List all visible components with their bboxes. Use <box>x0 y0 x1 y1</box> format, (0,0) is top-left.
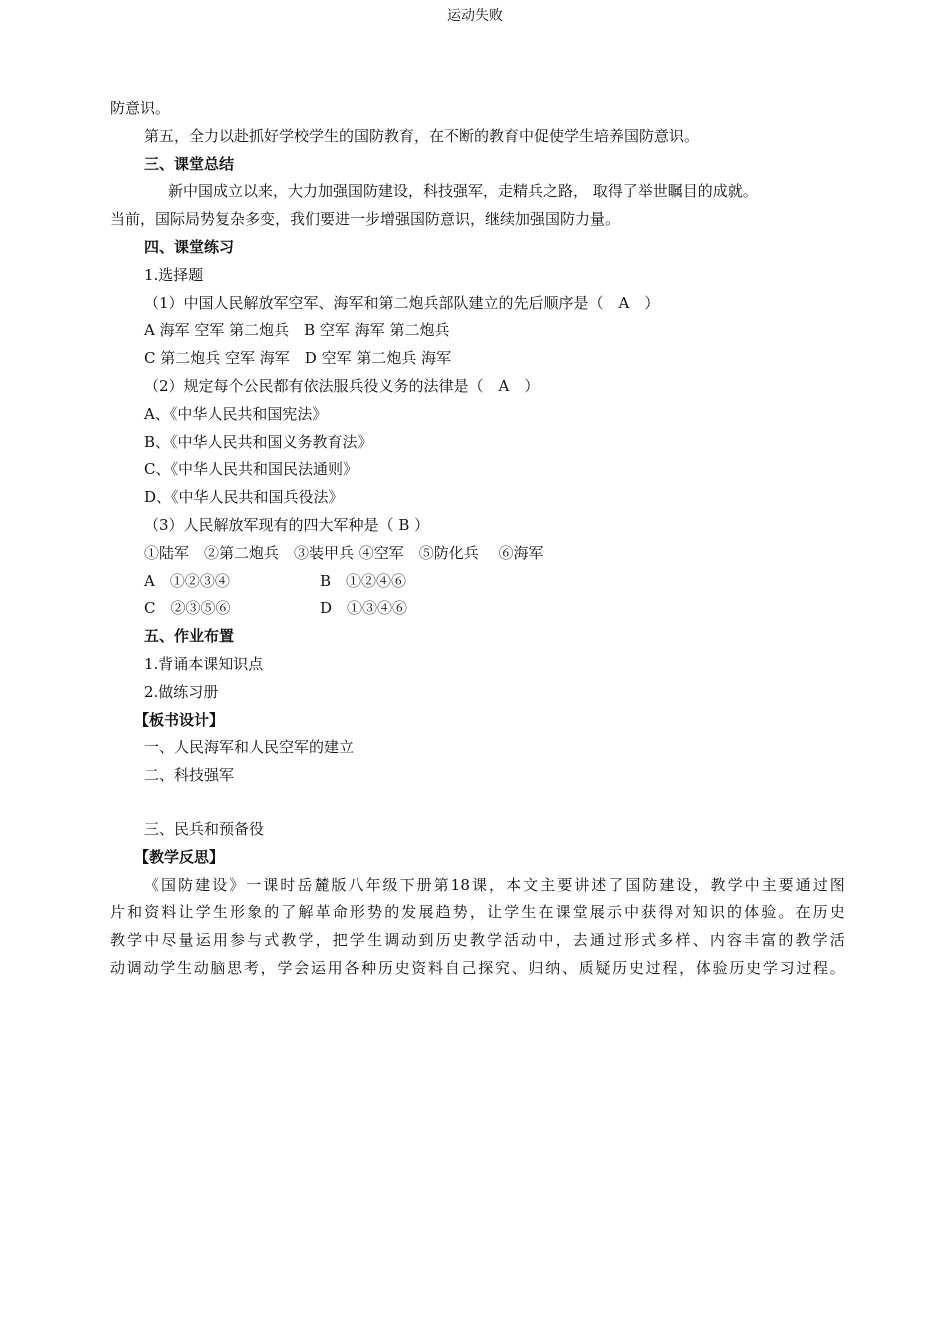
question-2-option-a: A、《中华人民共和国宪法》 <box>144 404 328 423</box>
section-summary-title: 三、课堂总结 <box>144 154 235 173</box>
question-3-items: ①陆军 ②第二炮兵 ③装甲兵 ④空军 ⑤防化兵 ⑥海军 <box>144 543 544 562</box>
reflection-line-2: 片和资料让学生形象的了解革命形势的发展趋势，让学生在课堂展示中获得对知识的体验。在历史 <box>110 903 845 922</box>
question-3-option-b: B ①②④⑥ <box>320 571 407 590</box>
question-3-options-cd <box>110 595 845 623</box>
question-1-options-cd: C 第二炮兵 空军 海军 D 空军 第二炮兵 海军 <box>144 349 452 368</box>
question-3-options-ab <box>110 568 845 596</box>
reflection-line-3: 教学中尽量运用参与式教学，把学生调动到历史教学活动中，去通过形式多样、内容丰富的教学活 <box>110 931 845 950</box>
paragraph-fifth: 第五，全力以赴抓好学校学生的国防教育，在不断的教育中促使学生培养国防意识。 <box>144 126 700 145</box>
question-2: （2）规定每个公民都有依法服兵役义务的法律是（ A ） <box>144 376 540 395</box>
question-2-option-b: B、《中华人民共和国义务教育法》 <box>144 432 373 451</box>
question-3-option-c: C ②③⑤⑥ <box>144 599 231 618</box>
document-body <box>110 95 845 983</box>
question-2-option-d: D、《中华人民共和国兵役法》 <box>144 488 344 507</box>
board-item-3: 三、民兵和预备役 <box>144 819 265 838</box>
summary-line-2: 当前，国际局势复杂多变，我们要进一步增强国防意识，继续加强国防力量。 <box>110 210 621 229</box>
board-item-1: 一、人民海军和人民空军的建立 <box>144 738 355 757</box>
question-1: （1）中国人民解放军空军、海军和第二炮兵部队建立的先后顺序是（ A ） <box>144 293 660 312</box>
reflection-line-1: 《国防建设》一课时岳麓版八年级下册第18课，本文主要讲述了国防建设，教学中主要通过图 <box>144 875 845 894</box>
question-1-options-ab: A 海军 空军 第二炮兵 B 空军 海军 第二炮兵 <box>144 321 450 340</box>
homework-item-1: 1.背诵本课知识点 <box>144 654 264 673</box>
section-homework-title: 五、作业布置 <box>144 627 235 646</box>
question-3-option-d: D ①③④⑥ <box>320 599 408 618</box>
question-2-option-c: C、《中华人民共和国民法通则》 <box>144 460 358 479</box>
teaching-reflection-title: 【教学反思】 <box>134 847 225 866</box>
question-3-option-a: A ①②③④ <box>144 571 230 590</box>
board-design-title: 【板书设计】 <box>134 710 225 729</box>
summary-line-1: 新中国成立以来，大力加强国防建设，科技强军，走精兵之路， 取得了举世瞩目的成就。 <box>168 182 758 201</box>
question-3: （3）人民解放军现有的四大军种是（ B ） <box>144 515 430 534</box>
board-item-2: 二、科技强军 <box>144 766 235 785</box>
question-type: 1.选择题 <box>144 265 204 284</box>
reflection-line-4: 动调动学生动脑思考，学会运用各种历史资料自己探究、归纳、质疑历史过程，体验历史学习过程。 <box>110 958 845 977</box>
blank-line <box>110 790 845 816</box>
section-exercise-title: 四、课堂练习 <box>144 237 235 256</box>
homework-item-2: 2.做练习册 <box>144 682 219 701</box>
page-header-title: 运动失败 <box>447 8 503 24</box>
paragraph-tail: 防意识。 <box>110 99 171 117</box>
